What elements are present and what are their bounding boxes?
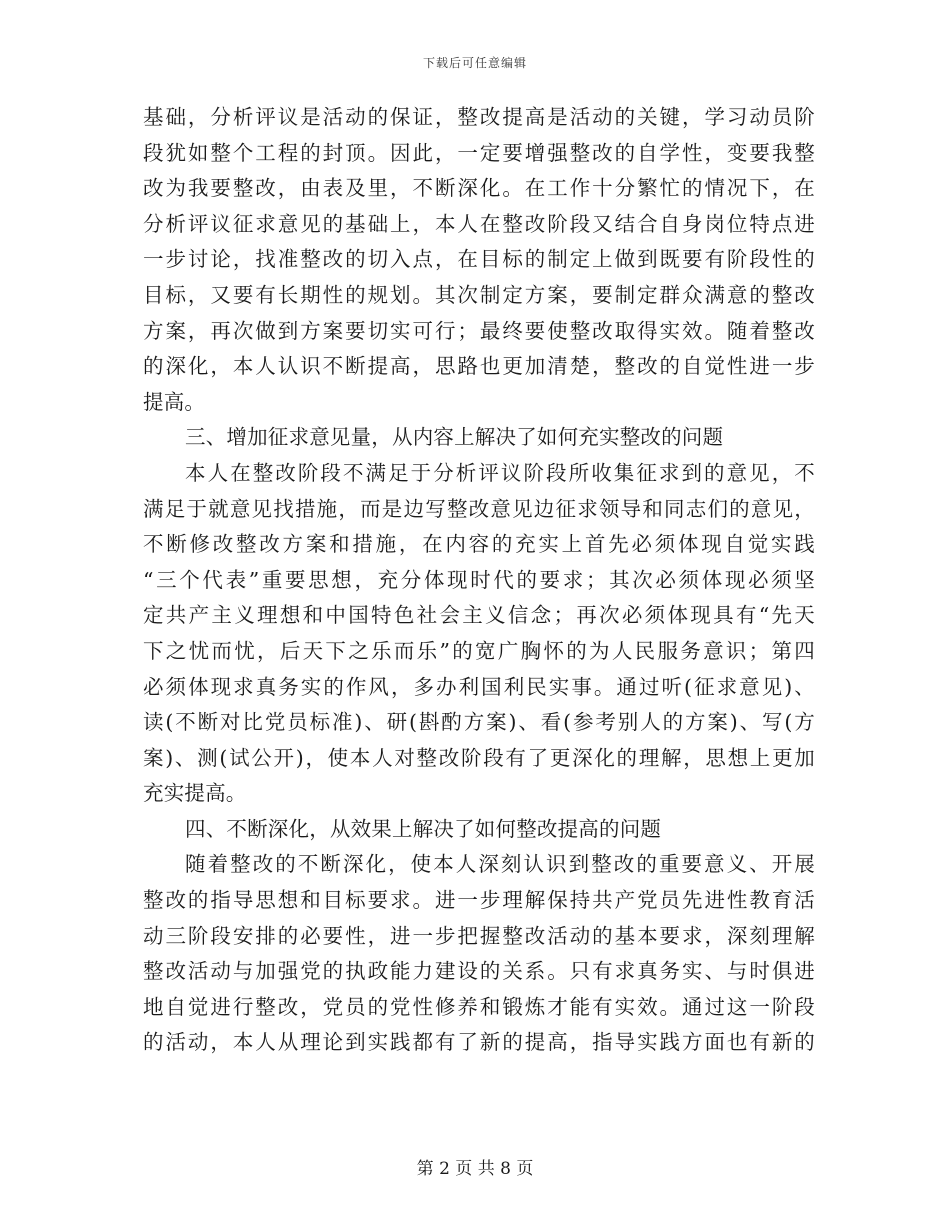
text-line: 改为我要整改，由表及里，不断深化。在工作十分繁忙的情况下，在 [143, 176, 815, 201]
text-line: 下之忧而忧，后天下之乐而乐”的宽广胸怀的为人民服务意识；第四 [143, 638, 815, 663]
text-line: 动三阶段安排的必要性，进一步把握整改活动的基本要求，深刻理解 [143, 923, 815, 948]
text-line: 整改的指导思想和目标要求。进一步理解保持共产党员先进性教育活 [143, 888, 815, 913]
text-line: 的活动，本人从理论到实践都有了新的提高，指导实践方面也有新的 [143, 1030, 815, 1055]
document-body [143, 100, 815, 1061]
text-line: 随着整改的不断深化，使本人深刻认识到整改的重要意义、开展 [185, 852, 815, 877]
text-line: 的深化，本人认识不断提高，思路也更加清楚，整改的自觉性进一步 [143, 354, 815, 379]
page-header: 下载后可任意编辑 [422, 56, 527, 70]
text-line: 案)、测(试公开)，使本人对整改阶段有了更深化的理解，思想上更加 [143, 745, 815, 770]
section-heading: 三、增加征求意见量，从内容上解决了如何充实整改的问题 [185, 425, 724, 450]
text-line: 地自觉进行整改，党员的党性修养和锻炼才能有实效。通过这一阶段 [143, 994, 815, 1019]
text-line: 分析评议征求意见的基础上，本人在整改阶段又结合自身岗位特点进 [143, 211, 815, 236]
text-line: 整改活动与加强党的执政能力建设的关系。只有求真务实、与时俱进 [143, 959, 815, 984]
text-line: 不断修改整改方案和措施，在内容的充实上首先必须体现自觉实践 [143, 532, 815, 557]
text-line: 方案，再次做到方案要切实可行；最终要使整改取得实效。随着整改 [143, 318, 815, 343]
text-line: “三个代表”重要思想，充分体现时代的要求；其次必须体现必须坚 [143, 567, 815, 592]
text-line: 满足于就意见找措施，而是边写整改意见边征求领导和同志们的意见， [143, 496, 815, 521]
page-footer: 第 2 页 共 8 页 [416, 1159, 534, 1179]
text-line: 一步讨论，找准整改的切入点，在目标的制定上做到既要有阶段性的 [143, 247, 815, 272]
text-line: 定共产主义理想和中国特色社会主义信念；再次必须体现具有“先天 [143, 603, 815, 628]
text-line: 基础，分析评议是活动的保证，整改提高是活动的关键，学习动员阶 [143, 105, 815, 129]
text-line: 段犹如整个工程的封顶。因此，一定要增强整改的自学性，变要我整 [143, 140, 815, 165]
text-line: 必须体现求真务实的作风，多办利国利民实事。通过听(征求意见)、 [143, 674, 815, 699]
text-line: 充实提高。 [143, 781, 247, 806]
text-line: 本人在整改阶段不满足于分析评议阶段所收集征求到的意见，不 [185, 460, 815, 485]
text-line: 提高。 [143, 389, 206, 414]
text-line: 读(不断对比党员标准)、研(斟酌方案)、看(参考别人的方案)、写(方 [143, 710, 815, 735]
section-heading: 四、不断深化，从效果上解决了如何整改提高的问题 [185, 816, 662, 841]
text-line: 目标，又要有长期性的规划。其次制定方案，要制定群众满意的整改 [143, 282, 815, 307]
